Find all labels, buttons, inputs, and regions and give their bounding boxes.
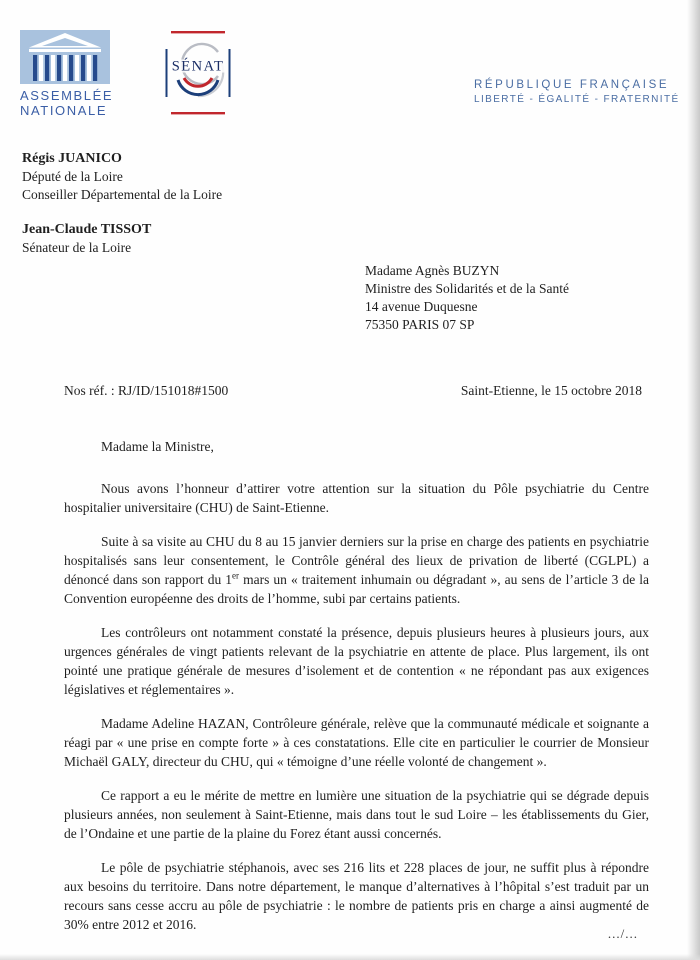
scan-edge-right bbox=[687, 0, 700, 960]
recipient-city: 75350 PARIS 07 SP bbox=[365, 317, 475, 332]
recipient-street: 14 avenue Duquesne bbox=[365, 299, 478, 314]
republique-line1: RÉPUBLIQUE FRANÇAISE bbox=[474, 79, 670, 91]
salutation: Madame la Ministre, bbox=[101, 439, 214, 454]
an-caption-line2: NATIONALE bbox=[20, 103, 108, 118]
paragraph-4: Madame Adeline HAZAN, Contrôleure générale, relève que la communauté médicale et soignante a réagi par « une prise en compte forte » à ces constatations. Elle cite en particulier le courrier de Monsieur Michaël GALY, directeur du CHU, qui « témoigne d’une réelle volonté de changement ». bbox=[64, 716, 649, 769]
reference-number: Nos réf. : RJ/ID/151018#1500 bbox=[64, 383, 229, 398]
ordinal-suffix: er bbox=[232, 570, 240, 581]
paragraph-2-part-b: mars un « traitement inhumain ou dégradant », au sens de l’article 3 de la Convention européenne des droits de l’homme, subi par certains patients. bbox=[64, 572, 649, 606]
an-caption-line1: ASSEMBLÉE bbox=[20, 88, 114, 103]
republique-line2: LIBERTÉ - ÉGALITÉ - FRATERNITÉ bbox=[474, 94, 680, 105]
sender-block bbox=[22, 150, 222, 257]
sender-title-2a: Sénateur de la Loire bbox=[22, 240, 132, 255]
paragraph-5: Ce rapport a eu le mérite de mettre en lumière une situation de la psychiatrie qui se dégrade depuis plusieurs années, non seulement à Saint-Etienne, mais dans tout le sud Loire – les établissements du Gier, de l’Ondaine et une partie de la plaine du Forez étant aussi concernés. bbox=[64, 788, 649, 841]
paragraph-6: Le pôle de psychiatrie stéphanois, avec ses 216 lits et 228 places de jour, ne suffit plus à répondre aux besoins du territoire. Dans notre département, le manque d’alternatives à l’hôpital s’est traduit par un recours sans cesse accru au pôle de psychiatrie : le nombre de patients pris en charge a ainsi augmenté de 30% entre 2012 et 2016. bbox=[64, 860, 649, 932]
recipient-block bbox=[365, 262, 569, 334]
republique-francaise-header bbox=[474, 78, 680, 107]
letter-body bbox=[64, 437, 649, 949]
assemblee-nationale-caption bbox=[20, 88, 112, 118]
sender-name-1: Régis JUANICO bbox=[22, 151, 122, 166]
senat-logo bbox=[162, 28, 234, 123]
paragraph-2-part-a: Suite à sa visite au CHU du 8 au 15 janvier derniers sur la prise en charge des patients en psychiatrie hospitalisés sans leur consentement, le Contrôle général des lieux de privation de liberté (CGLPL) a dénoncé dans son rapport du 1 bbox=[64, 534, 649, 587]
sender-name-2: Jean-Claude TISSOT bbox=[22, 222, 152, 237]
sender-title-1a: Député de la Loire bbox=[22, 169, 123, 184]
assemblee-nationale-temple-icon bbox=[20, 30, 110, 84]
paragraph-1: Nous avons l’honneur d’attirer votre attention sur la situation du Pôle psychiatrie du Centre hospitalier universitaire (CHU) de Saint-Etienne. bbox=[64, 481, 649, 515]
assemblee-nationale-logo bbox=[20, 30, 112, 118]
paragraph-2 bbox=[64, 532, 649, 608]
recipient-name: Madame Agnès BUZYN bbox=[365, 263, 500, 278]
senat-label: SÉNAT bbox=[171, 58, 225, 75]
paragraph-3: Les contrôleurs ont notamment constaté la présence, depuis plusieurs heures à plusieurs jours, aux urgences générales de vingt patients relevant de la psychiatrie en attente de place. Plus largement, ils ont pointé une pratique générale de mesures d’isolement et de contention « ne répondant pas aux exigences législatives et réglementaires ». bbox=[64, 625, 649, 697]
continuation-mark: .../... bbox=[607, 926, 638, 941]
senat-emblem-icon bbox=[162, 28, 234, 118]
place-date: Saint-Etienne, le 15 octobre 2018 bbox=[460, 383, 642, 398]
scan-edge-bottom bbox=[0, 954, 700, 960]
recipient-title: Ministre des Solidarités et de la Santé bbox=[365, 281, 569, 296]
sender-title-1b: Conseiller Départemental de la Loire bbox=[22, 187, 223, 202]
reference-line bbox=[64, 383, 642, 399]
